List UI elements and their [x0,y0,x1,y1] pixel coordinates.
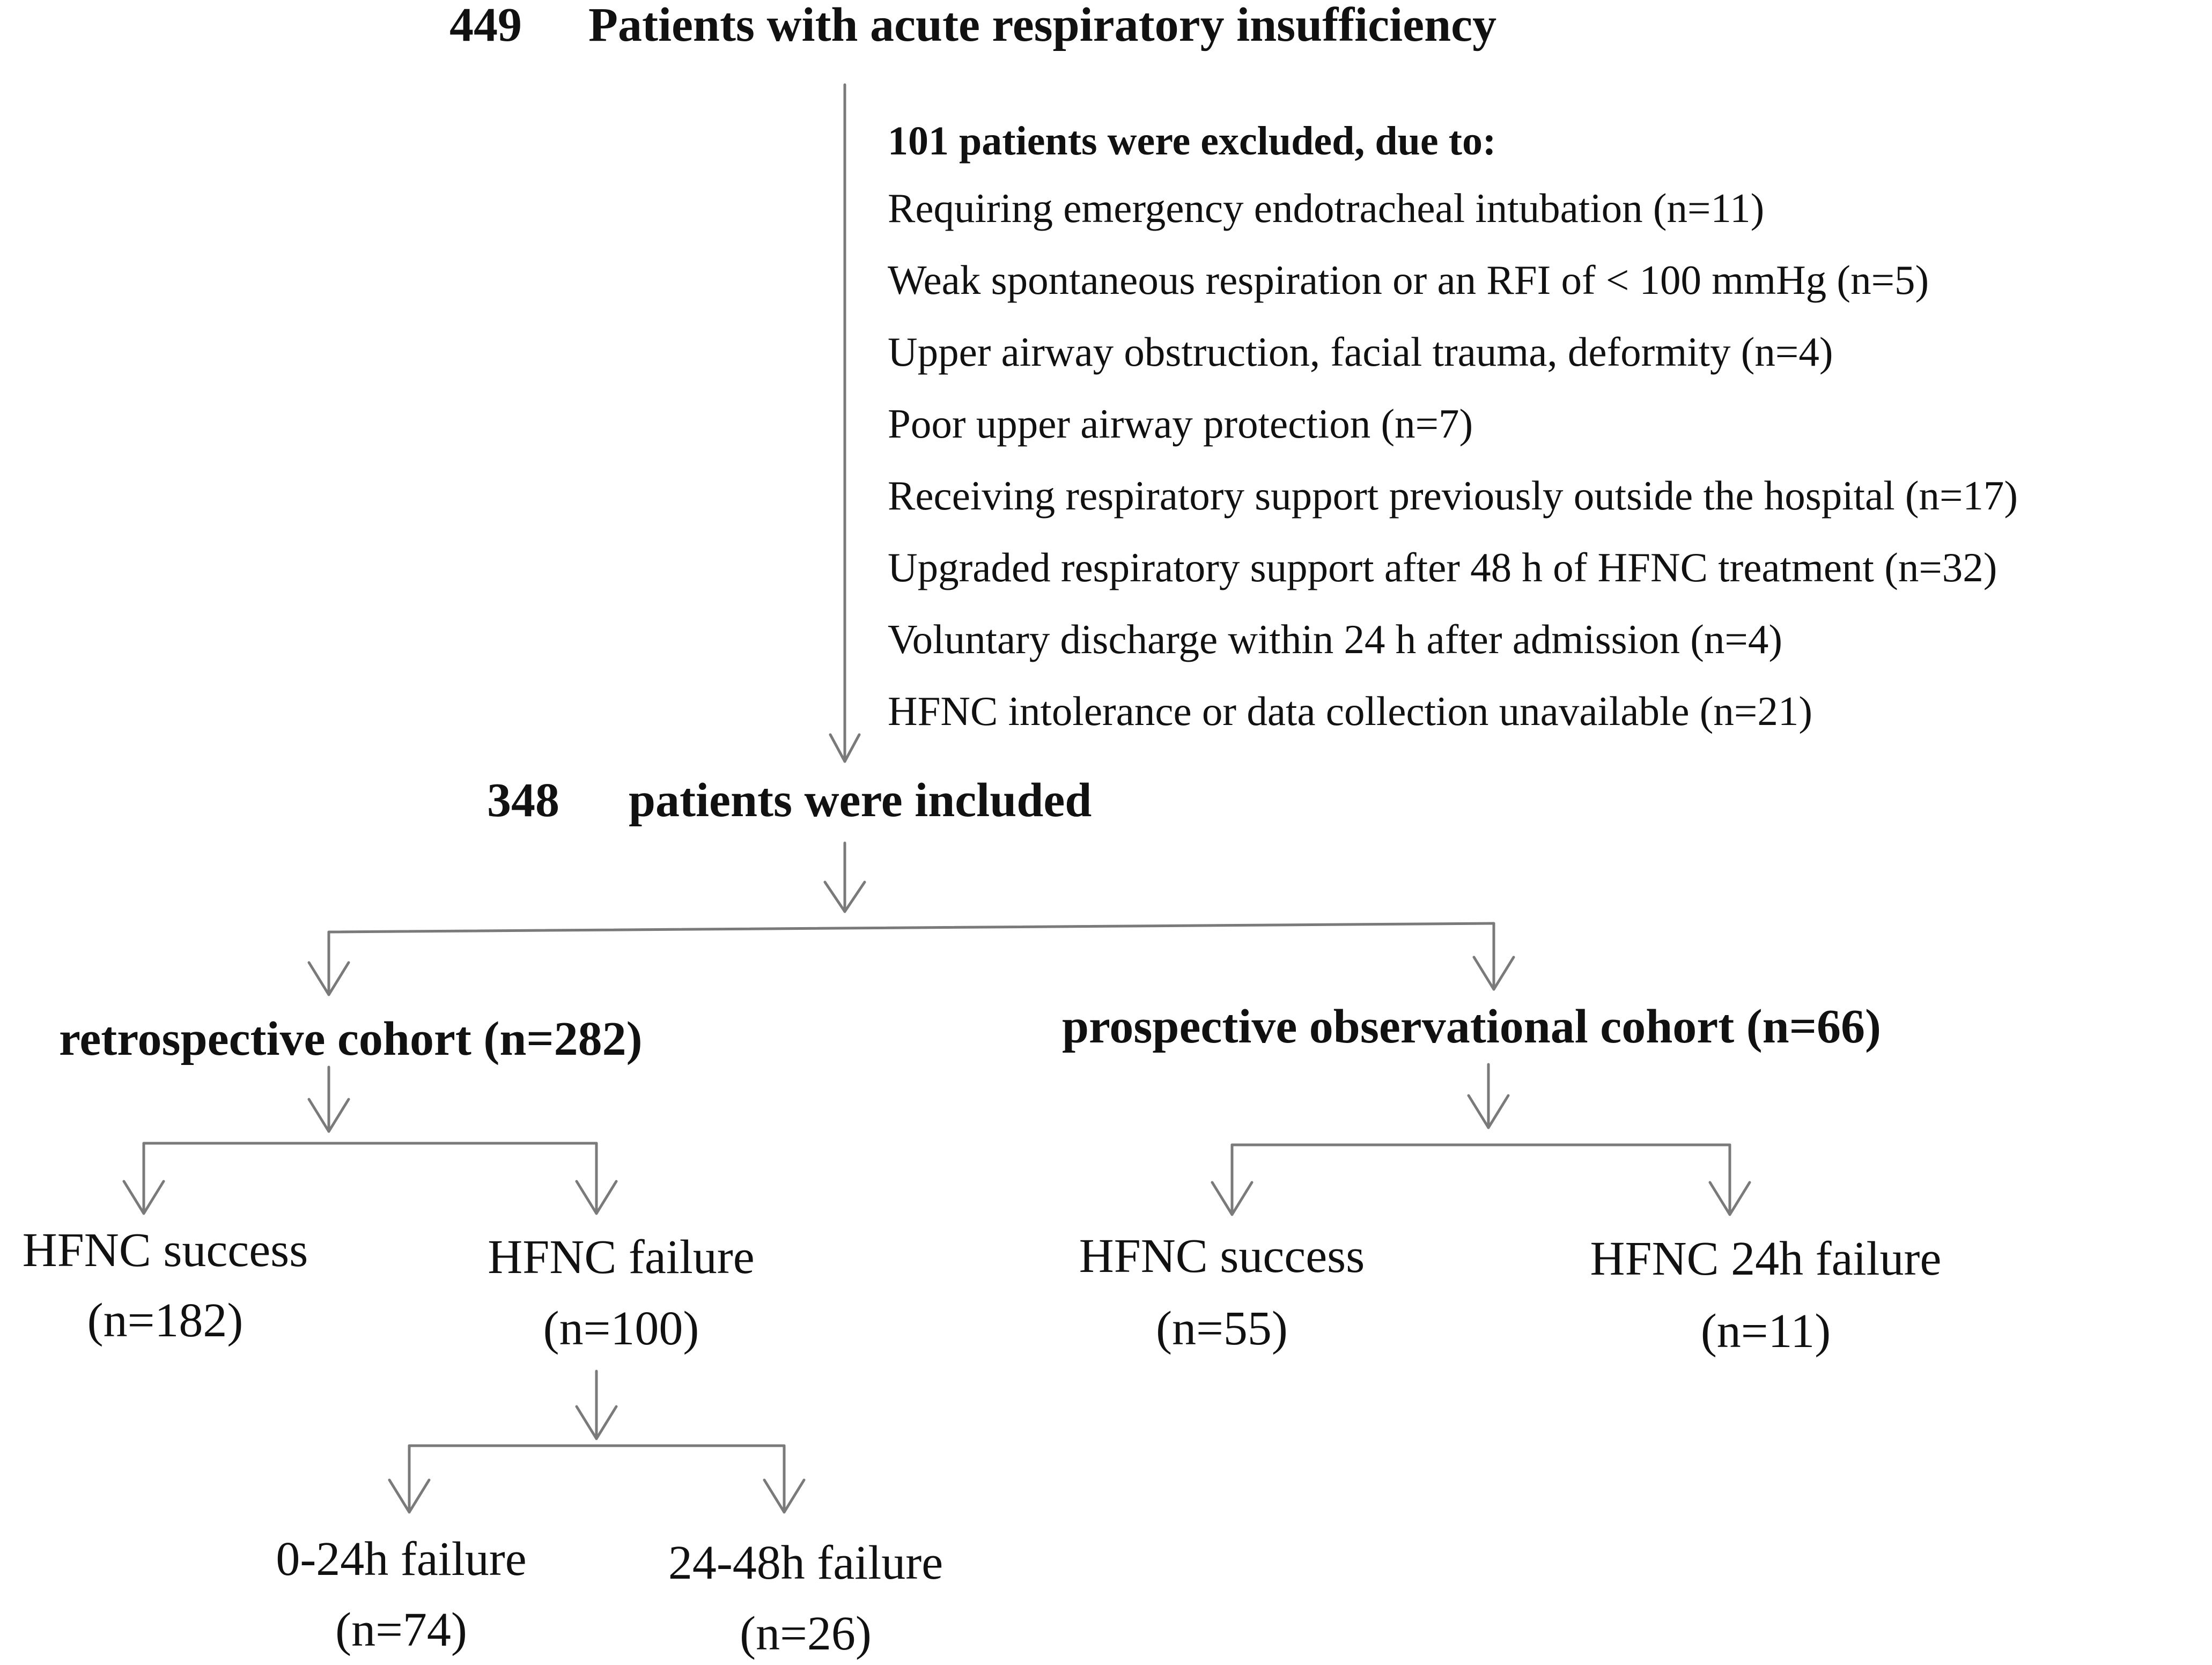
retro-failure-label: HFNC failure [488,1231,755,1284]
early-failure-n: (n=74) [335,1603,467,1656]
total-label: Patients with acute respiratory insufficiency [588,0,1497,51]
late-failure-label: 24-48h failure [668,1536,943,1589]
exclusion-reason: Weak spontaneous respiration or an RFI of < 100 mmHg (n=5) [888,257,1929,303]
total-count: 449 [449,0,522,51]
exclusion-heading: 101 patients were excluded, due to: [888,119,1496,164]
exclusion-reason: Upgraded respiratory support after 48 h of HFNC treatment (n=32) [888,544,1997,590]
prosp-success-label: HFNC success [1079,1230,1365,1283]
retro-failure-n: (n=100) [543,1302,699,1355]
connector-split-cohorts [329,923,1494,932]
early-failure-label: 0-24h failure [276,1533,527,1586]
retro-success-label: HFNC success [22,1224,308,1277]
exclusion-reason: Voluntary discharge within 24 h after admission (n=4) [888,616,1782,662]
retro-success-n: (n=182) [87,1294,244,1347]
exclusion-reason: Requiring emergency endotracheal intubation (n=11) [888,185,1765,231]
exclusion-reason: HFNC intolerance or data collection unavailable (n=21) [888,688,1813,734]
prospective-cohort-title: prospective observational cohort (n=66) [1062,1000,1881,1053]
late-failure-n: (n=26) [740,1607,872,1660]
retrospective-cohort-title: retrospective cohort (n=282) [59,1012,643,1065]
prosp-failure-label: HFNC 24h failure [1590,1232,1942,1285]
included-count: 348 [487,774,559,827]
prosp-failure-n: (n=11) [1700,1305,1831,1358]
exclusion-reason: Poor upper airway protection (n=7) [888,401,1473,447]
exclusion-reason: Receiving respiratory support previously outside the hospital (n=17) [888,472,2018,519]
included-label: patients were included [629,774,1092,827]
prosp-success-n: (n=55) [1156,1302,1288,1355]
exclusion-reason: Upper airway obstruction, facial trauma, deformity (n=4) [888,329,1833,375]
